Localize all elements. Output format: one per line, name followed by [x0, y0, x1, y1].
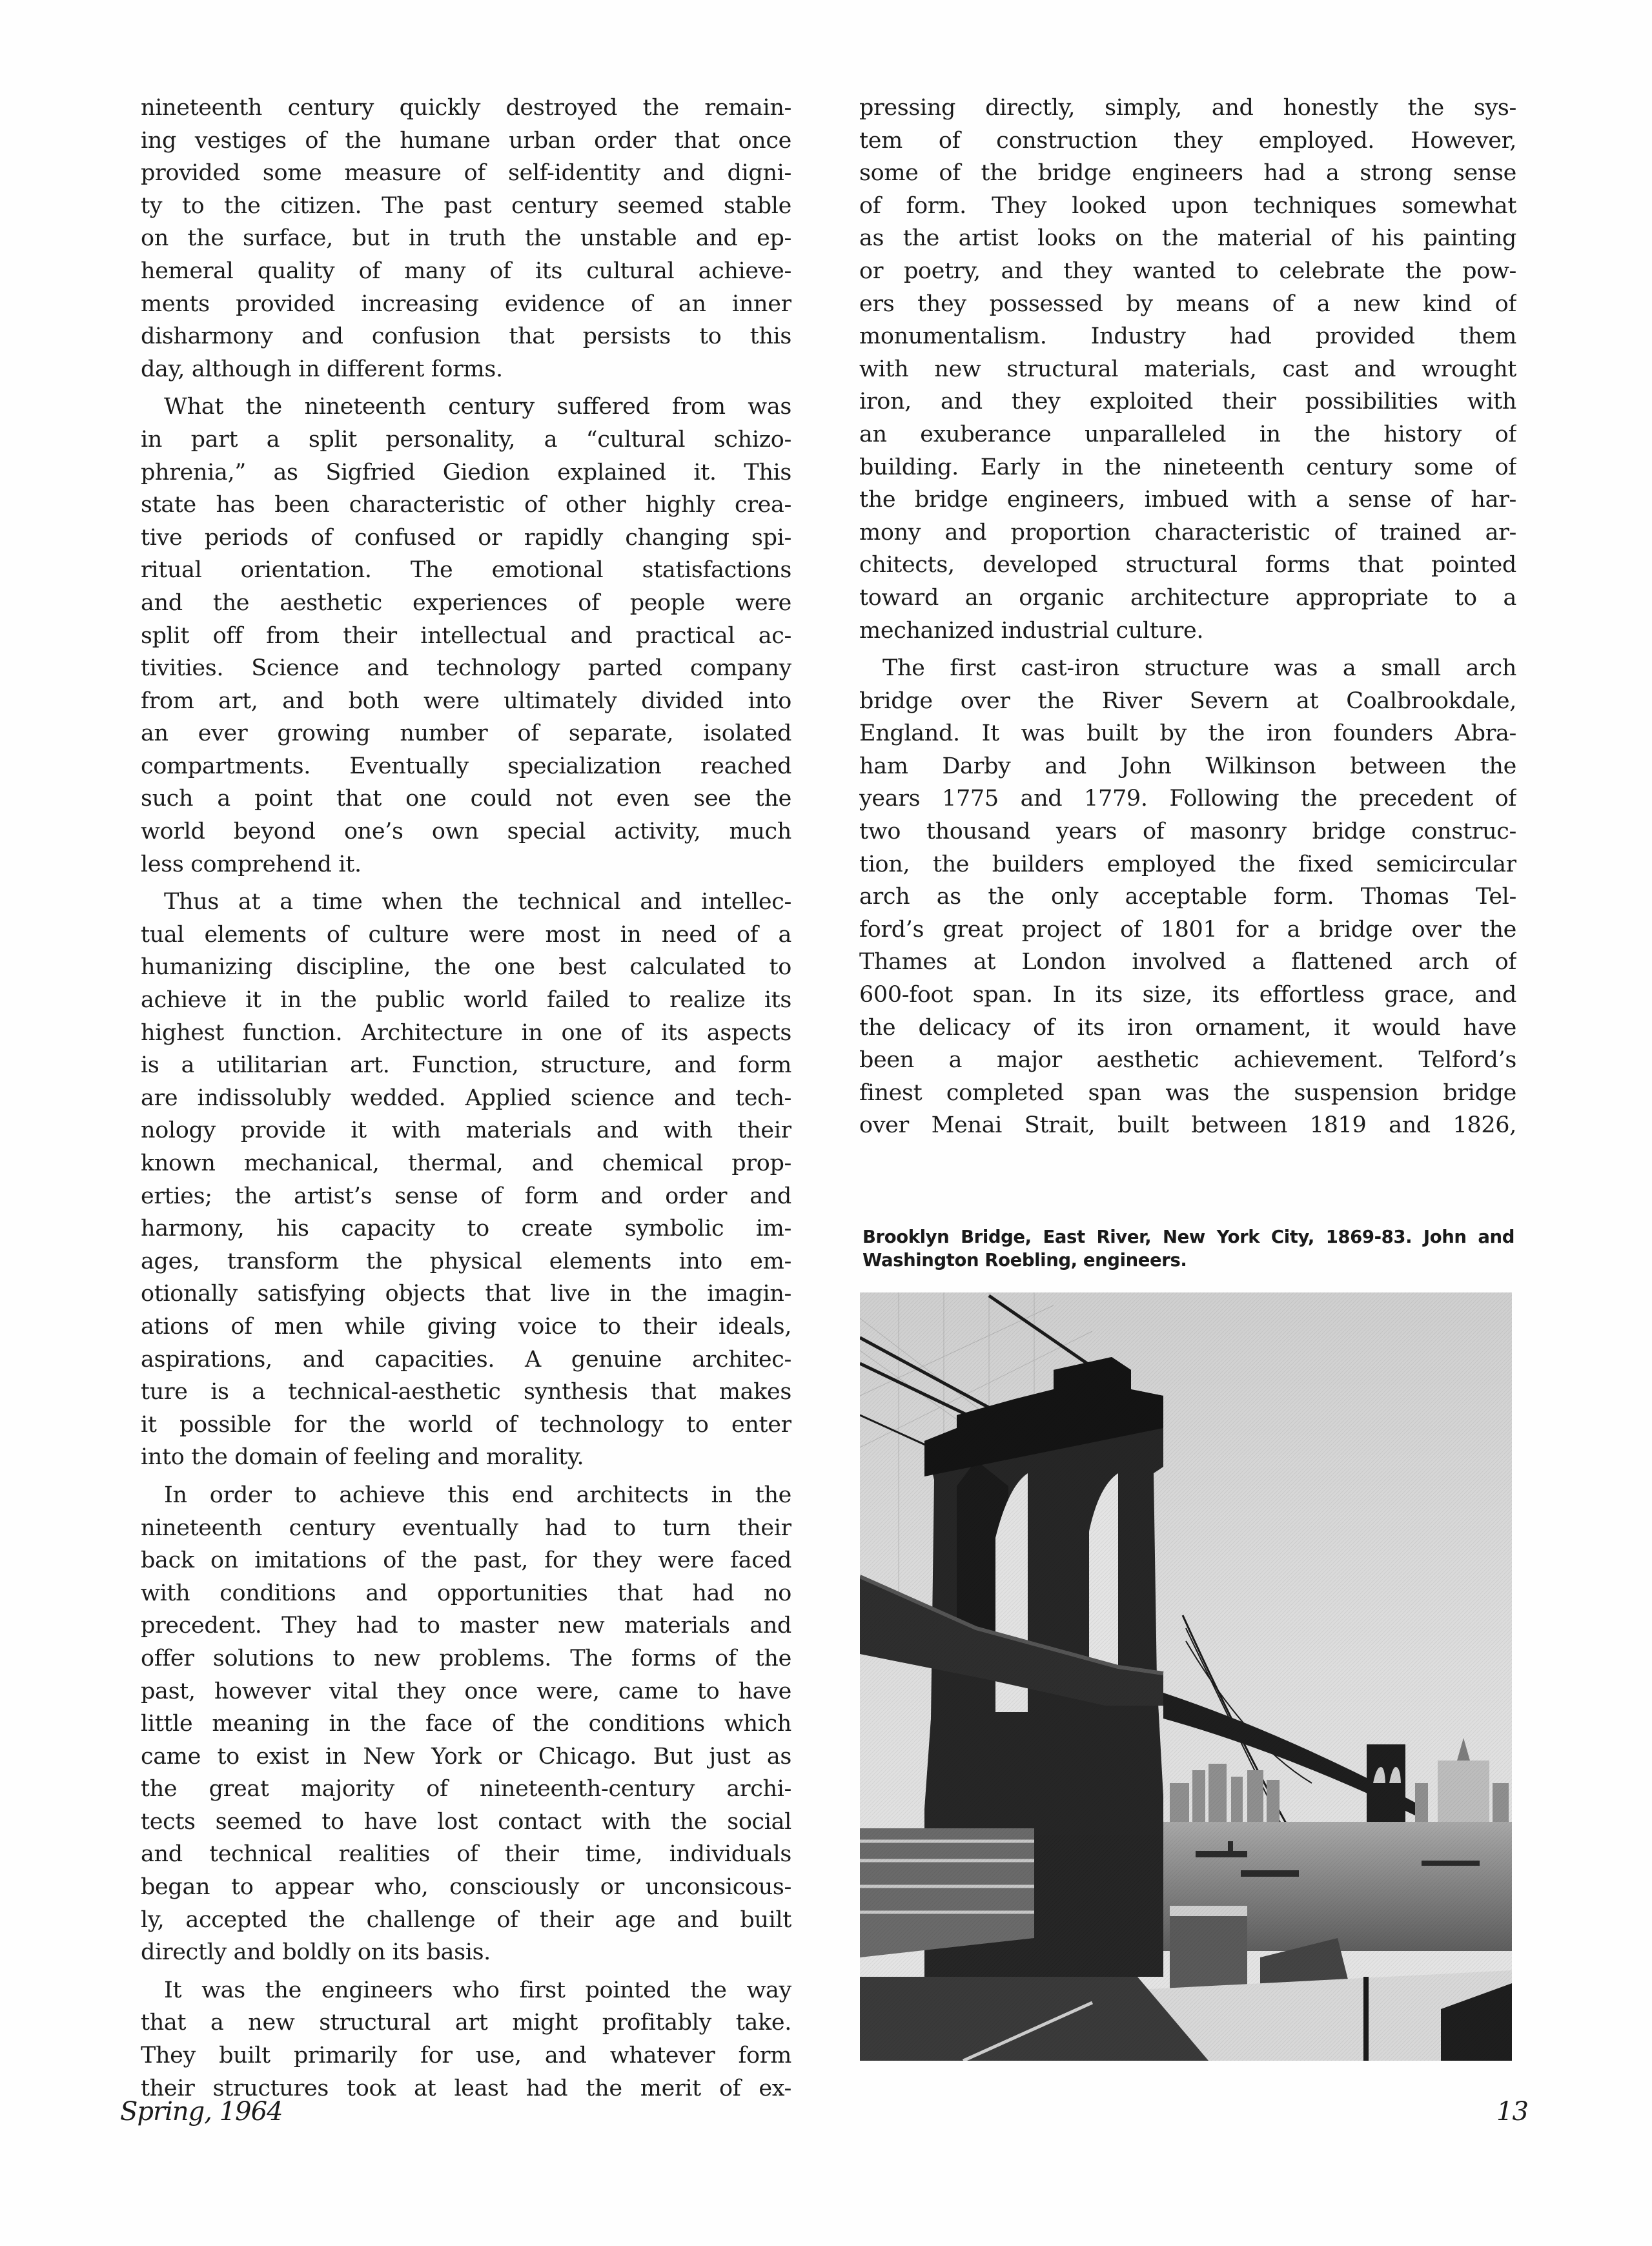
text-line: bridge over the River Severn at Coalbrookdale,	[859, 688, 1516, 714]
text-line: some of the bridge engineers had a strong sense	[859, 160, 1516, 187]
text-line: is a utilitarian art. Function, structure, and form	[141, 1052, 791, 1079]
right-text-column	[859, 92, 1516, 1147]
text-line: over Menai Strait, built between 1819 and 1826,	[859, 1112, 1516, 1139]
text-line: building. Early in the nineteenth century some of	[859, 454, 1516, 480]
text-line: England. It was built by the iron founders Abra-	[859, 720, 1516, 747]
text-line: phrenia,” as Sigfried Giedion explained it. This	[141, 459, 791, 485]
text-line: such a point that one could not even see the	[141, 786, 791, 812]
text-line: as the artist looks on the material of his painting	[859, 225, 1516, 252]
text-line: ments provided increasing evidence of an inner	[141, 291, 791, 317]
text-line: hemeral quality of many of its cultural achieve-	[141, 258, 791, 284]
text-line: ford’s great project of 1801 for a bridge over the	[859, 916, 1516, 943]
text-line: are indissolubly wedded. Applied science and tech-	[141, 1085, 791, 1111]
text-line: little meaning in the face of the conditions which	[141, 1711, 791, 1737]
text-line: In order to achieve this end architects in the	[164, 1482, 791, 1508]
text-line: ritual orientation. The emotional statisfactions	[141, 557, 791, 584]
text-line: tem of construction they employed. However,	[859, 127, 1516, 154]
text-line: and technical realities of their time, individuals	[141, 1841, 791, 1868]
caption-line: Brooklyn Bridge, East River, New York City, 1869-83. John and	[862, 1227, 1514, 1247]
text-line: tivities. Science and technology parted company	[141, 655, 791, 682]
text-line: with new structural materials, cast and wrought	[859, 356, 1516, 382]
text-line: the delicacy of its iron ornament, it would have	[859, 1014, 1516, 1041]
text-line: an exuberance unparalleled in the history of	[859, 421, 1516, 447]
text-line: back on imitations of the past, for they were faced	[141, 1547, 791, 1574]
text-line: They built primarily for use, and whatever form	[141, 2043, 791, 2069]
text-line: came to exist in New York or Chicago. But just as	[141, 1743, 791, 1770]
text-line: ations of men while giving voice to their ideals,	[141, 1313, 791, 1340]
text-line: state has been characteristic of other highly crea-	[141, 492, 791, 518]
text-line: precedent. They had to master new materials and	[141, 1613, 791, 1639]
text-line: been a major aesthetic achievement. Telford’s	[859, 1047, 1516, 1074]
text-line: ages, transform the physical elements into em-	[141, 1248, 791, 1274]
text-line: otionally satisfying objects that live in the imagin-	[141, 1281, 791, 1307]
text-line: highest function. Architecture in one of its aspects	[141, 1019, 791, 1046]
text-line: split off from their intellectual and practical ac-	[141, 622, 791, 649]
text-line: disharmony and confusion that persists to this	[141, 323, 791, 350]
text-line: offer solutions to new problems. The forms of the	[141, 1645, 791, 1671]
text-line: two thousand years of masonry bridge construc-	[859, 819, 1516, 845]
text-line: known mechanical, thermal, and chemical prop-	[141, 1150, 791, 1176]
text-line: past, however vital they once were, came to have	[141, 1678, 791, 1704]
text-line: compartments. Eventually specialization reached	[141, 753, 791, 779]
text-line: harmony, his capacity to create symbolic im-	[141, 1216, 791, 1242]
text-line: nology provide it with materials and with their	[141, 1118, 791, 1144]
text-line: on the surface, but in truth the unstable and ep-	[141, 225, 791, 252]
bridge-illustration	[860, 1292, 1512, 2061]
figure-caption	[862, 1225, 1514, 1272]
text-line: finest completed span was the suspension bridge	[859, 1079, 1516, 1106]
text-line: 600-foot span. In its size, its effortless grace, and	[859, 982, 1516, 1008]
text-line: an ever growing number of separate, isolated	[141, 720, 791, 747]
text-line: directly and boldly on its basis.	[141, 1939, 491, 1966]
paragraph	[859, 92, 1516, 647]
text-line: less comprehend it.	[141, 851, 362, 877]
text-line: or poetry, and they wanted to celebrate the pow-	[859, 258, 1516, 284]
text-line: with conditions and opportunities that had no	[141, 1580, 791, 1606]
paragraph	[141, 886, 791, 1474]
text-line: the great majority of nineteenth-century archi-	[141, 1776, 791, 1802]
text-line: The first cast-iron structure was a small arch	[882, 655, 1516, 682]
paragraph	[141, 1479, 791, 1969]
paragraph	[141, 391, 791, 881]
text-line: erties; the artist’s sense of form and order and	[141, 1183, 791, 1209]
text-line: iron, and they exploited their possibilities with	[859, 389, 1516, 415]
text-line: humanizing discipline, the one best calculated to	[141, 954, 791, 981]
text-line: ly, accepted the challenge of their age and built	[141, 1906, 791, 1933]
text-line: Thames at London involved a flattened arch of	[859, 949, 1516, 975]
text-line: toward an organic architecture appropriate to a	[859, 584, 1516, 611]
text-line: tects seemed to have lost contact with the social	[141, 1808, 791, 1835]
text-line: nineteenth century eventually had to turn their	[141, 1515, 791, 1541]
text-line: pressing directly, simply, and honestly the sys-	[859, 95, 1516, 121]
text-line: nineteenth century quickly destroyed the remain-	[141, 95, 791, 121]
text-line: It was the engineers who first pointed the way	[164, 1977, 791, 2003]
text-line: mechanized industrial culture.	[859, 617, 1204, 644]
text-line: What the nineteenth century suffered from was	[164, 394, 791, 420]
issue-date: Spring, 1964	[120, 2097, 283, 2127]
paragraph	[141, 92, 791, 385]
text-line: ham Darby and John Wilkinson between the	[859, 753, 1516, 779]
text-line: monumentalism. Industry had provided them	[859, 323, 1516, 350]
text-line: ture is a technical-aesthetic synthesis that makes	[141, 1379, 791, 1405]
left-text-column	[141, 92, 791, 2110]
text-line: tual elements of culture were most in need of a	[141, 921, 791, 948]
text-line: ing vestiges of the humane urban order that once	[141, 127, 791, 154]
text-line: that a new structural art might profitably take.	[141, 2010, 791, 2036]
text-line: and the aesthetic experiences of people were	[141, 589, 791, 616]
paragraph	[859, 652, 1516, 1142]
text-line: arch as the only acceptable form. Thomas Tel-	[859, 884, 1516, 910]
paragraph	[141, 1974, 791, 2105]
text-line: chitects, developed structural forms that pointed	[859, 552, 1516, 578]
text-line: years 1775 and 1779. Following the precedent of	[859, 786, 1516, 812]
text-line: the bridge engineers, imbued with a sense of har-	[859, 487, 1516, 513]
text-line: achieve it in the public world failed to realize its	[141, 987, 791, 1014]
text-line: in part a split personality, a “cultural schizo-	[141, 426, 791, 453]
brooklyn-bridge-photo	[860, 1292, 1512, 2061]
text-line: Thus at a time when the technical and intellec-	[164, 889, 791, 915]
caption-line: Washington Roebling, engineers.	[862, 1250, 1187, 1271]
text-line: tion, the builders employed the fixed semicircular	[859, 851, 1516, 877]
text-line: provided some measure of self-identity and digni-	[141, 160, 791, 187]
page-number: 13	[1496, 2097, 1528, 2127]
text-line: world beyond one’s own special activity, much	[141, 819, 791, 845]
text-line: mony and proportion characteristic of trained ar-	[859, 519, 1516, 546]
text-line: began to appear who, consciously or unconsicous-	[141, 1874, 791, 1901]
text-line: it possible for the world of technology to enter	[141, 1411, 791, 1438]
text-line: tive periods of confused or rapidly changing spi-	[141, 524, 791, 551]
text-line: their structures took at least had the merit of ex-	[141, 2075, 791, 2101]
text-line: day, although in different forms.	[141, 356, 503, 382]
text-line: ers they possessed by means of a new kind of	[859, 291, 1516, 317]
text-line: ty to the citizen. The past century seemed stable	[141, 192, 791, 219]
text-line: into the domain of feeling and morality.	[141, 1444, 584, 1471]
text-line: from art, and both were ultimately divided into	[141, 688, 791, 714]
text-line: of form. They looked upon techniques somewhat	[859, 192, 1516, 219]
text-line: aspirations, and capacities. A genuine architec-	[141, 1346, 791, 1373]
